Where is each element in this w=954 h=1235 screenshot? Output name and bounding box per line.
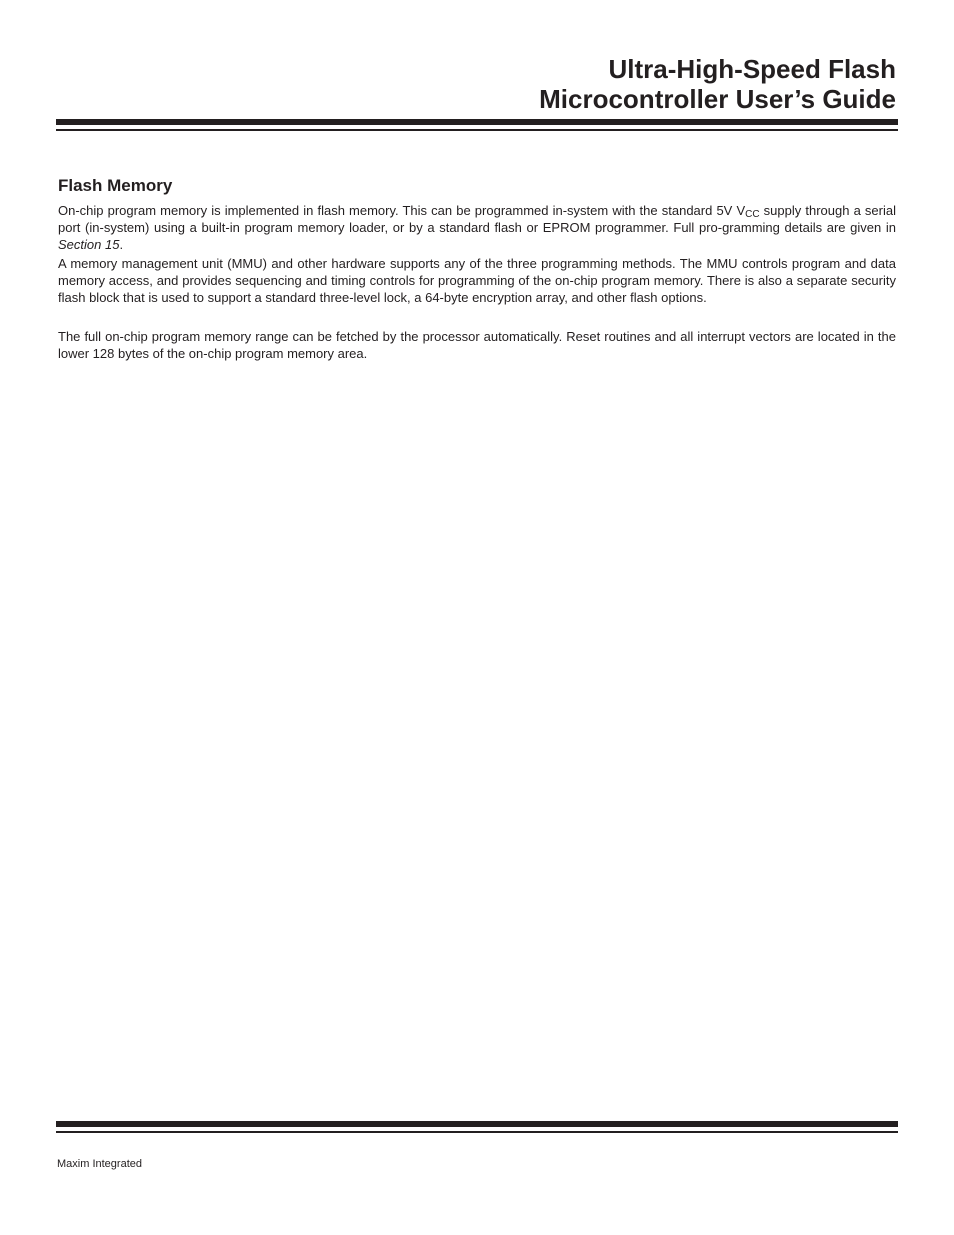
- paragraph-1: [58, 202, 896, 253]
- section-heading: Flash Memory: [58, 176, 173, 195]
- paragraph-1-text-end: .: [119, 237, 124, 252]
- document-title: [539, 54, 896, 114]
- paragraph-1-text-b: supply through a serial port (in-system) using a built-in program memory loader, or by a standard flash or EPROM programmer. Full pro-gramming details are given in: [58, 203, 896, 235]
- paragraph-2: A memory management unit (MMU) and other hardware supports any of the three programming methods. The MMU controls program and data memory access, and provides sequencing and timing controls for programming of the on-chip program memory. There is also a separate security flash block that is used to support a standard three-level lock, a 64-byte encryption array, and other flash options.: [58, 256, 896, 305]
- header-rule-thick: [56, 119, 898, 125]
- footer-rule-thick: [56, 1121, 898, 1127]
- paragraph-3: The full on-chip program memory range can be fetched by the processor automatically. Reset routines and all interrupt vectors are located in the lower 128 bytes of the on-chip program memory area.: [58, 329, 896, 361]
- section-reference: Section 15: [58, 237, 120, 252]
- header-rule-thin: [56, 129, 898, 131]
- vcc-subscript: CC: [745, 209, 760, 220]
- document-title-line-1: Ultra-High-Speed Flash: [608, 54, 896, 84]
- paragraph-1-text-a: On-chip program memory is implemented in flash memory. This can be programmed in-system with the standard 5V V: [58, 203, 746, 218]
- footer-rule-thin: [56, 1131, 898, 1133]
- document-title-line-2: Microcontroller User’s Guide: [539, 84, 896, 114]
- footer-company: Maxim Integrated: [57, 1158, 142, 1170]
